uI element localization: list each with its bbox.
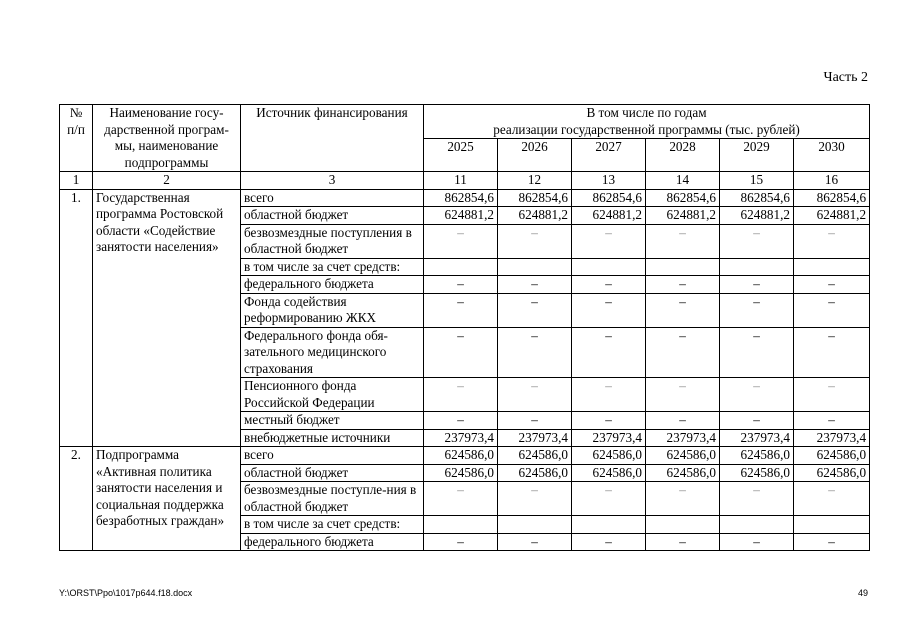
value-cell: – <box>572 533 646 551</box>
value-cell: – <box>794 412 870 430</box>
value-cell: – <box>572 327 646 378</box>
value-cell: 862854,6 <box>794 189 870 207</box>
funding-source: всего <box>241 189 424 207</box>
value-cell: – <box>646 293 720 327</box>
value-cell: – <box>794 293 870 327</box>
value-cell: – <box>424 482 498 516</box>
value-cell: 237973,4 <box>720 429 794 447</box>
value-cell: 624586,0 <box>720 447 794 465</box>
funding-source: внебюджетные источники <box>241 429 424 447</box>
funding-source: федерального бюджета <box>241 276 424 294</box>
value-cell: – <box>794 224 870 258</box>
value-cell: – <box>646 276 720 294</box>
value-cell: – <box>424 276 498 294</box>
funding-source: местный бюджет <box>241 412 424 430</box>
value-cell: – <box>720 482 794 516</box>
value-cell: – <box>572 224 646 258</box>
value-cell: – <box>424 327 498 378</box>
value-cell: 624586,0 <box>572 464 646 482</box>
value-cell: 624881,2 <box>424 207 498 225</box>
table-row <box>60 447 870 465</box>
footer-file-path: Y:\ORST\Ppo\1017p644.f18.docx <box>59 588 193 598</box>
value-cell: 624881,2 <box>720 207 794 225</box>
value-cell: – <box>498 412 572 430</box>
header-row <box>60 105 870 139</box>
program-name: Государственная программа Ростовской области «Содействие занятости населения» <box>93 189 241 447</box>
value-cell <box>424 258 498 276</box>
value-cell: 862854,6 <box>646 189 720 207</box>
value-cell <box>498 516 572 534</box>
header-year: 2025 <box>424 139 498 172</box>
value-cell <box>720 258 794 276</box>
value-cell: – <box>794 276 870 294</box>
column-numbers-row <box>60 172 870 190</box>
value-cell: – <box>498 293 572 327</box>
value-cell: – <box>572 276 646 294</box>
value-cell <box>498 258 572 276</box>
column-number: 11 <box>424 172 498 190</box>
value-cell: 237973,4 <box>794 429 870 447</box>
value-cell: 624586,0 <box>646 447 720 465</box>
value-cell: – <box>498 327 572 378</box>
funding-source: безвозмездные поступле-ния в областной бюджет <box>241 482 424 516</box>
header-year: 2026 <box>498 139 572 172</box>
value-cell: 624586,0 <box>498 464 572 482</box>
value-cell: 624881,2 <box>646 207 720 225</box>
value-cell: – <box>720 327 794 378</box>
value-cell: – <box>646 412 720 430</box>
header-year: 2027 <box>572 139 646 172</box>
header-year: 2029 <box>720 139 794 172</box>
value-cell <box>794 516 870 534</box>
value-cell: 624881,2 <box>572 207 646 225</box>
value-cell: – <box>572 482 646 516</box>
column-number: 15 <box>720 172 794 190</box>
value-cell: – <box>572 378 646 412</box>
funding-source: в том числе за счет средств: <box>241 258 424 276</box>
value-cell: – <box>498 378 572 412</box>
funding-source: безвозмездные поступления в областной бюджет <box>241 224 424 258</box>
value-cell: 624586,0 <box>424 447 498 465</box>
value-cell: 624586,0 <box>720 464 794 482</box>
part-label: Часть 2 <box>823 70 868 85</box>
value-cell <box>572 516 646 534</box>
funding-source: в том числе за счет средств: <box>241 516 424 534</box>
value-cell: – <box>646 378 720 412</box>
funding-source: Фонда содействия реформированию ЖКХ <box>241 293 424 327</box>
header-source: Источник финансирования <box>241 105 424 172</box>
funding-source: областной бюджет <box>241 207 424 225</box>
value-cell: 624881,2 <box>498 207 572 225</box>
column-number: 13 <box>572 172 646 190</box>
value-cell: – <box>498 482 572 516</box>
value-cell: 862854,6 <box>720 189 794 207</box>
value-cell: – <box>720 224 794 258</box>
header-years-line2: реализации государственной программы (тыс. рублей) <box>493 121 800 137</box>
value-cell: – <box>498 533 572 551</box>
header-year: 2028 <box>646 139 720 172</box>
funding-source: всего <box>241 447 424 465</box>
value-cell: – <box>424 412 498 430</box>
column-number: 3 <box>241 172 424 190</box>
value-cell: – <box>720 533 794 551</box>
value-cell: – <box>794 378 870 412</box>
value-cell: 624586,0 <box>572 447 646 465</box>
value-cell <box>646 258 720 276</box>
value-cell: – <box>424 224 498 258</box>
footer-page-number: 49 <box>857 588 868 598</box>
header-no: № п/п <box>60 105 93 172</box>
value-cell: 237973,4 <box>572 429 646 447</box>
value-cell <box>720 516 794 534</box>
funding-source: федерального бюджета <box>241 533 424 551</box>
value-cell: – <box>572 293 646 327</box>
value-cell <box>424 516 498 534</box>
value-cell: 624586,0 <box>424 464 498 482</box>
value-cell: – <box>794 327 870 378</box>
table-row <box>60 189 870 207</box>
funding-source: Федерального фонда обя-зательного медицинского страхования <box>241 327 424 378</box>
column-number: 12 <box>498 172 572 190</box>
value-cell: 624586,0 <box>794 464 870 482</box>
value-cell: 237973,4 <box>498 429 572 447</box>
header-program-name: Наименование госу-дарственной програм-мы, наименование подпрограммы <box>93 105 241 172</box>
program-name: Подпрограмма «Активная политика занятости населения и социальная поддержка безработных граждан» <box>93 447 241 551</box>
value-cell: – <box>794 533 870 551</box>
funding-source: Пенсионного фонда Российской Федерации <box>241 378 424 412</box>
header-years-group <box>424 105 870 139</box>
value-cell: – <box>646 327 720 378</box>
column-number: 16 <box>794 172 870 190</box>
column-number: 2 <box>93 172 241 190</box>
value-cell: 862854,6 <box>572 189 646 207</box>
value-cell: 237973,4 <box>424 429 498 447</box>
value-cell: – <box>646 482 720 516</box>
value-cell <box>646 516 720 534</box>
value-cell: – <box>498 224 572 258</box>
value-cell: – <box>498 276 572 294</box>
value-cell <box>794 258 870 276</box>
value-cell: – <box>424 378 498 412</box>
value-cell: – <box>720 293 794 327</box>
value-cell: 624586,0 <box>646 464 720 482</box>
value-cell: 624881,2 <box>794 207 870 225</box>
value-cell: – <box>424 533 498 551</box>
value-cell: – <box>720 378 794 412</box>
row-number: 1. <box>60 189 93 447</box>
funding-source: областной бюджет <box>241 464 424 482</box>
value-cell: 237973,4 <box>646 429 720 447</box>
value-cell: 862854,6 <box>498 189 572 207</box>
value-cell: 862854,6 <box>424 189 498 207</box>
column-number: 1 <box>60 172 93 190</box>
value-cell: – <box>424 293 498 327</box>
header-years-line1: В том числе по годам <box>586 105 707 120</box>
value-cell: 624586,0 <box>794 447 870 465</box>
value-cell: – <box>794 482 870 516</box>
value-cell: – <box>720 276 794 294</box>
header-year: 2030 <box>794 139 870 172</box>
value-cell: – <box>720 412 794 430</box>
value-cell: 624586,0 <box>498 447 572 465</box>
row-number: 2. <box>60 447 93 551</box>
financing-table <box>59 104 870 551</box>
value-cell: – <box>646 533 720 551</box>
column-number: 14 <box>646 172 720 190</box>
value-cell: – <box>572 412 646 430</box>
value-cell: – <box>646 224 720 258</box>
value-cell <box>572 258 646 276</box>
